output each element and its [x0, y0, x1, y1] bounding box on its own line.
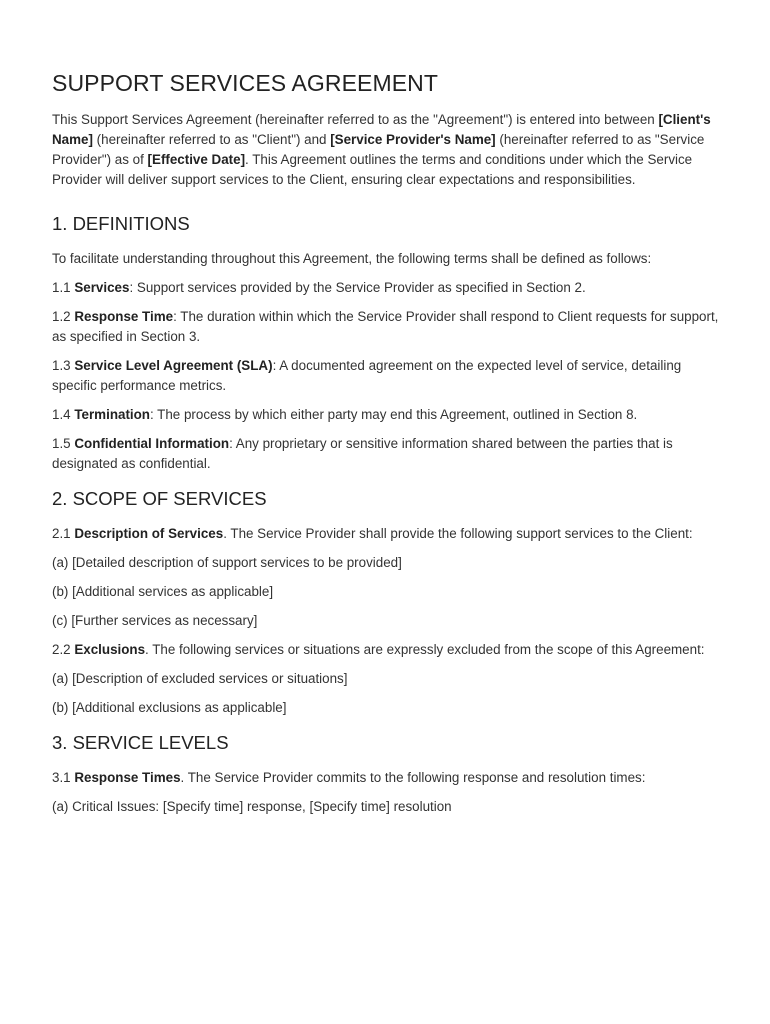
definition-item	[52, 434, 720, 474]
list-item: (b) [Additional services as applicable]	[52, 584, 274, 599]
clause-number: 1.1	[52, 280, 75, 295]
clause-text: : A documented agreement on the expected level of service, detailing specific performance metrics.	[52, 358, 682, 393]
scope-exclusions-clause	[52, 640, 720, 660]
defined-term: Response Time	[74, 309, 174, 324]
provider-name-placeholder: [Service Provider's Name]	[330, 132, 496, 147]
clause-number: 2.1	[52, 526, 75, 541]
defined-term: Confidential Information	[74, 436, 230, 451]
section-heading-definitions: 1. DEFINITIONS	[52, 213, 190, 234]
defined-term: Termination	[74, 407, 150, 422]
clause-text: : The process by which either party may end this Agreement, outlined in Section 8.	[149, 407, 638, 422]
clause-number: 1.3	[52, 358, 75, 373]
definition-item	[52, 356, 720, 396]
list-item: (b) [Additional exclusions as applicable]	[52, 700, 287, 715]
response-times-clause	[52, 768, 720, 788]
definition-item	[52, 307, 720, 347]
list-item: (a) [Detailed description of support services to be provided]	[52, 555, 402, 570]
scope-description-clause	[52, 524, 720, 544]
defined-term: Services	[74, 280, 130, 295]
section-heading-scope: 2. SCOPE OF SERVICES	[52, 488, 267, 509]
list-item: (a) [Description of excluded services or situations]	[52, 671, 348, 686]
clause-number: 1.2	[52, 309, 75, 324]
list-item: (a) Critical Issues: [Specify time] response, [Specify time] resolution	[52, 799, 452, 814]
clause-text: : Any proprietary or sensitive information shared between the parties that is designated as confidential.	[52, 436, 673, 471]
section-heading-service-levels: 3. SERVICE LEVELS	[52, 732, 229, 753]
definition-item	[52, 405, 720, 425]
list-item: (c) [Further services as necessary]	[52, 613, 258, 628]
clause-term: Description of Services	[74, 526, 224, 541]
intro-paragraph	[52, 110, 720, 190]
clause-text: . The Service Provider commits to the following response and resolution times:	[180, 770, 646, 785]
clause-number: 1.4	[52, 407, 75, 422]
intro-text: (hereinafter referred to as "Service Provider") as of	[52, 132, 705, 167]
effective-date-placeholder: [Effective Date]	[147, 152, 246, 167]
clause-number: 3.1	[52, 770, 75, 785]
clause-text: . The following services or situations are expressly excluded from the scope of this Agreement:	[145, 642, 705, 657]
clause-number: 1.5	[52, 436, 75, 451]
definition-item	[52, 278, 720, 298]
document-title: SUPPORT SERVICES AGREEMENT	[52, 70, 439, 96]
intro-text: This Support Services Agreement (hereinafter referred to as the "Agreement") is entered into between	[52, 112, 659, 127]
clause-term: Exclusions	[74, 642, 146, 657]
clause-number: 2.2	[52, 642, 75, 657]
intro-text: (hereinafter referred to as "Client") and	[92, 132, 331, 147]
clause-text: . The Service Provider shall provide the following support services to the Client:	[223, 526, 693, 541]
client-name-placeholder: [Client's Name]	[52, 112, 711, 147]
defined-term: Service Level Agreement (SLA)	[74, 358, 273, 373]
clause-term: Response Times	[74, 770, 181, 785]
clause-text: : Support services provided by the Service Provider as specified in Section 2.	[129, 280, 586, 295]
intro-text: . This Agreement outlines the terms and conditions under which the Service Provider will deliver support services to the Client, ensuring clear expectations and responsibilities.	[52, 152, 693, 187]
definitions-intro: To facilitate understanding throughout this Agreement, the following terms shall be defined as follows:	[52, 251, 652, 266]
clause-text: : The duration within which the Service Provider shall respond to Client requests for support, as specified in Section 3.	[52, 309, 719, 344]
